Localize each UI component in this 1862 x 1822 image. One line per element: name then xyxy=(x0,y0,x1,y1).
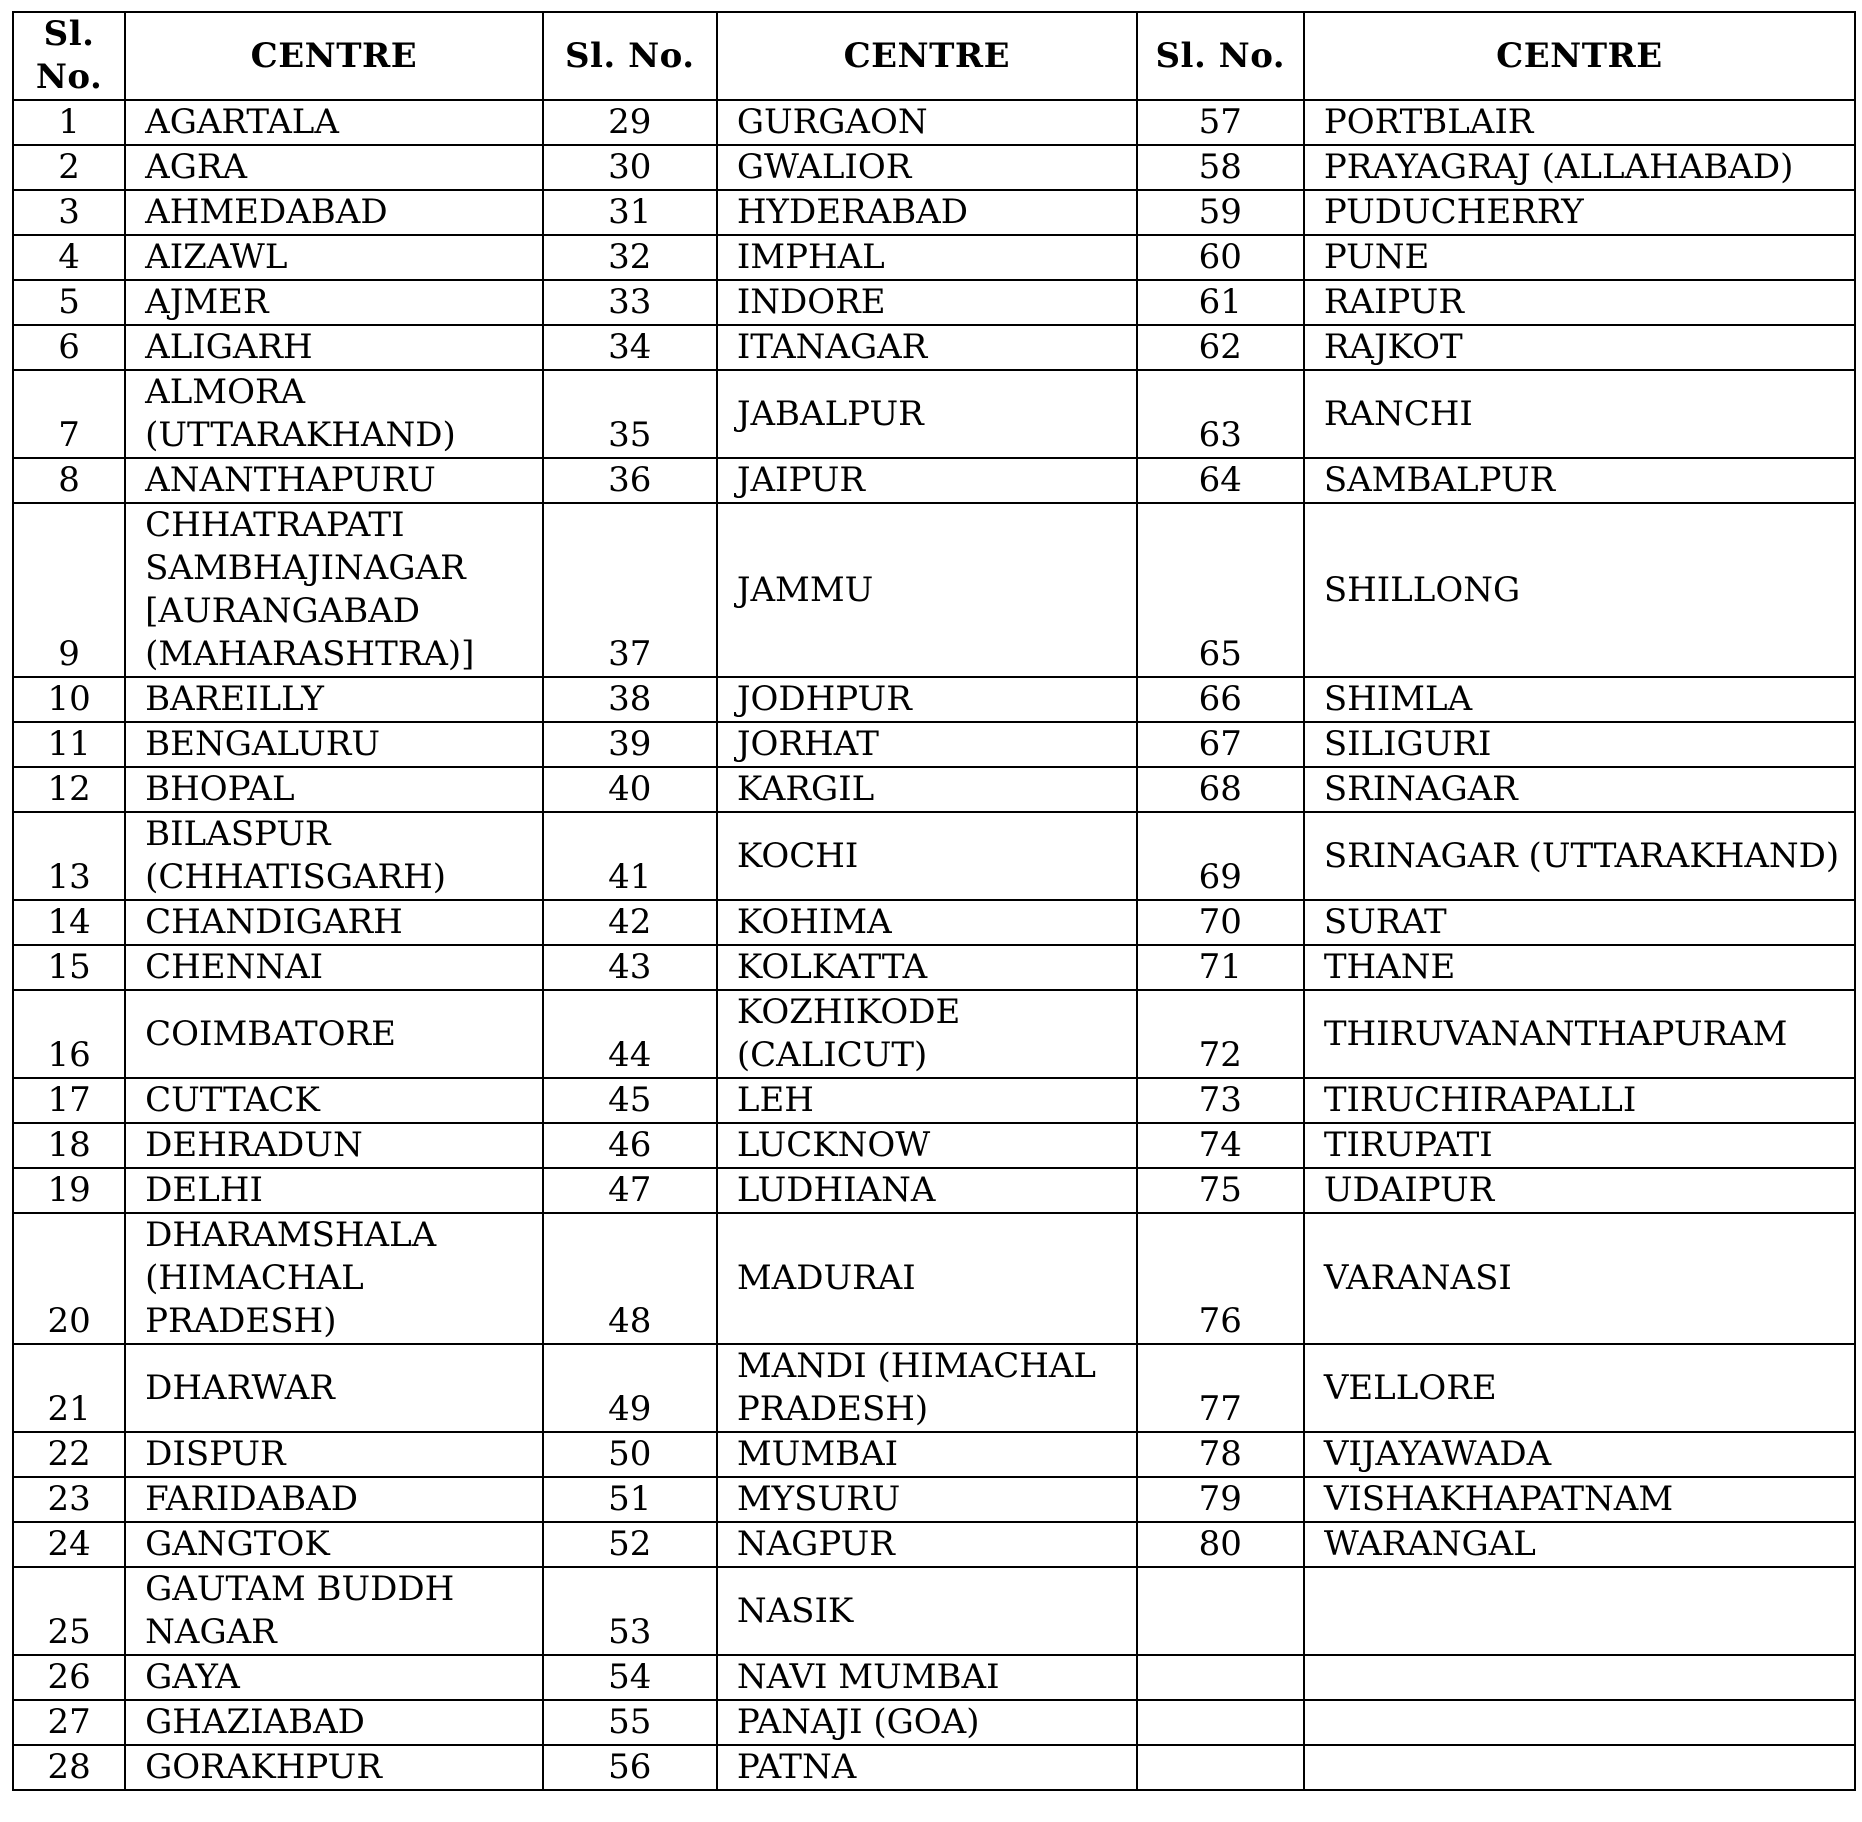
centre-name-cell: DELHI xyxy=(125,1168,543,1213)
serial-number-cell: 38 xyxy=(543,677,717,722)
centre-name-cell: SURAT xyxy=(1304,900,1855,945)
centre-name-cell: COIMBATORE xyxy=(125,990,543,1078)
centre-name-cell: SHIMLA xyxy=(1304,677,1855,722)
table-row xyxy=(13,503,1855,677)
centre-name-cell: MADURAI xyxy=(717,1213,1137,1344)
serial-number-cell: 39 xyxy=(543,722,717,767)
centre-name-cell: JAIPUR xyxy=(717,458,1137,503)
centre-name-cell: MUMBAI xyxy=(717,1432,1137,1477)
table-row xyxy=(13,145,1855,190)
serial-number-cell: 19 xyxy=(13,1168,125,1213)
centre-name-cell: KOLKATTA xyxy=(717,945,1137,990)
centre-name-cell: DEHRADUN xyxy=(125,1123,543,1168)
serial-number-cell: 66 xyxy=(1137,677,1304,722)
centre-name-cell: THIRUVANANTHAPURAM xyxy=(1304,990,1855,1078)
serial-number-cell: 15 xyxy=(13,945,125,990)
centre-name-cell: LEH xyxy=(717,1078,1137,1123)
centre-name-cell: DHARAMSHALA (HIMACHAL PRADESH) xyxy=(125,1213,543,1344)
header-centre-1: CENTRE xyxy=(125,12,543,100)
serial-number-cell: 9 xyxy=(13,503,125,677)
serial-number-cell: 50 xyxy=(543,1432,717,1477)
centre-name-cell: NASIK xyxy=(717,1567,1137,1655)
table-row xyxy=(13,1432,1855,1477)
serial-number-cell xyxy=(1137,1745,1304,1790)
centre-name-cell: UDAIPUR xyxy=(1304,1168,1855,1213)
header-sl-no-2: Sl. No. xyxy=(543,12,717,100)
centre-name-cell: CHANDIGARH xyxy=(125,900,543,945)
serial-number-cell: 56 xyxy=(543,1745,717,1790)
serial-number-cell: 63 xyxy=(1137,370,1304,458)
centre-name-cell: GAYA xyxy=(125,1655,543,1700)
centre-name-cell: AGRA xyxy=(125,145,543,190)
serial-number-cell: 12 xyxy=(13,767,125,812)
table-row xyxy=(13,1567,1855,1655)
serial-number-cell: 67 xyxy=(1137,722,1304,767)
serial-number-cell: 4 xyxy=(13,235,125,280)
serial-number-cell: 72 xyxy=(1137,990,1304,1078)
centre-name-cell: GURGAON xyxy=(717,100,1137,145)
table-row xyxy=(13,190,1855,235)
serial-number-cell: 45 xyxy=(543,1078,717,1123)
serial-number-cell: 3 xyxy=(13,190,125,235)
centre-name-cell: PUNE xyxy=(1304,235,1855,280)
centre-name-cell: MANDI (HIMACHAL PRADESH) xyxy=(717,1344,1137,1432)
table-row xyxy=(13,1078,1855,1123)
table-row xyxy=(13,235,1855,280)
centre-name-cell: GORAKHPUR xyxy=(125,1745,543,1790)
centre-name-cell: PORTBLAIR xyxy=(1304,100,1855,145)
table-row xyxy=(13,767,1855,812)
centre-name-cell: AHMEDABAD xyxy=(125,190,543,235)
serial-number-cell: 28 xyxy=(13,1745,125,1790)
serial-number-cell: 33 xyxy=(543,280,717,325)
centre-name-cell: THANE xyxy=(1304,945,1855,990)
table-row xyxy=(13,325,1855,370)
serial-number-cell xyxy=(1137,1655,1304,1700)
serial-number-cell: 42 xyxy=(543,900,717,945)
serial-number-cell: 68 xyxy=(1137,767,1304,812)
centre-name-cell: PATNA xyxy=(717,1745,1137,1790)
centre-name-cell: CHHATRAPATI SAMBHAJINAGAR [AURANGABAD (MAHARASHTRA)] xyxy=(125,503,543,677)
serial-number-cell: 41 xyxy=(543,812,717,900)
serial-number-cell: 1 xyxy=(13,100,125,145)
serial-number-cell: 80 xyxy=(1137,1522,1304,1567)
serial-number-cell: 40 xyxy=(543,767,717,812)
table-row xyxy=(13,1700,1855,1745)
centre-name-cell: TIRUPATI xyxy=(1304,1123,1855,1168)
centre-name-cell: BENGALURU xyxy=(125,722,543,767)
centre-name-cell: JABALPUR xyxy=(717,370,1137,458)
serial-number-cell: 26 xyxy=(13,1655,125,1700)
centre-name-cell: BHOPAL xyxy=(125,767,543,812)
centres-table xyxy=(12,11,1856,1791)
serial-number-cell: 36 xyxy=(543,458,717,503)
serial-number-cell: 17 xyxy=(13,1078,125,1123)
serial-number-cell: 77 xyxy=(1137,1344,1304,1432)
serial-number-cell: 24 xyxy=(13,1522,125,1567)
serial-number-cell: 71 xyxy=(1137,945,1304,990)
serial-number-cell: 43 xyxy=(543,945,717,990)
table-row xyxy=(13,458,1855,503)
centre-name-cell: BAREILLY xyxy=(125,677,543,722)
centre-name-cell: BILASPUR (CHHATISGARH) xyxy=(125,812,543,900)
serial-number-cell: 79 xyxy=(1137,1477,1304,1522)
serial-number-cell: 64 xyxy=(1137,458,1304,503)
header-centre-2: CENTRE xyxy=(717,12,1137,100)
serial-number-cell: 5 xyxy=(13,280,125,325)
centre-name-cell: ALIGARH xyxy=(125,325,543,370)
centre-name-cell: KOCHI xyxy=(717,812,1137,900)
centre-name-cell: RAJKOT xyxy=(1304,325,1855,370)
centre-name-cell: IMPHAL xyxy=(717,235,1137,280)
centre-name-cell: DHARWAR xyxy=(125,1344,543,1432)
centre-name-cell: GAUTAM BUDDH NAGAR xyxy=(125,1567,543,1655)
table-row xyxy=(13,945,1855,990)
table-row xyxy=(13,812,1855,900)
centre-name-cell: VISHAKHAPATNAM xyxy=(1304,1477,1855,1522)
serial-number-cell: 55 xyxy=(543,1700,717,1745)
serial-number-cell: 8 xyxy=(13,458,125,503)
serial-number-cell: 60 xyxy=(1137,235,1304,280)
centre-name-cell: LUDHIANA xyxy=(717,1168,1137,1213)
table-row xyxy=(13,990,1855,1078)
centre-name-cell: KARGIL xyxy=(717,767,1137,812)
serial-number-cell: 29 xyxy=(543,100,717,145)
centre-name-cell: SAMBALPUR xyxy=(1304,458,1855,503)
centre-name-cell: WARANGAL xyxy=(1304,1522,1855,1567)
serial-number-cell: 14 xyxy=(13,900,125,945)
centre-name-cell: ALMORA (UTTARAKHAND) xyxy=(125,370,543,458)
table-row xyxy=(13,1745,1855,1790)
centre-name-cell: JODHPUR xyxy=(717,677,1137,722)
centre-name-cell: AJMER xyxy=(125,280,543,325)
serial-number-cell: 23 xyxy=(13,1477,125,1522)
table-row xyxy=(13,100,1855,145)
serial-number-cell: 70 xyxy=(1137,900,1304,945)
serial-number-cell xyxy=(1137,1700,1304,1745)
centre-name-cell: PUDUCHERRY xyxy=(1304,190,1855,235)
serial-number-cell: 20 xyxy=(13,1213,125,1344)
centre-name-cell: GHAZIABAD xyxy=(125,1700,543,1745)
serial-number-cell: 58 xyxy=(1137,145,1304,190)
centre-name-cell: GWALIOR xyxy=(717,145,1137,190)
centre-name-cell: JORHAT xyxy=(717,722,1137,767)
serial-number-cell: 2 xyxy=(13,145,125,190)
serial-number-cell: 74 xyxy=(1137,1123,1304,1168)
serial-number-cell: 78 xyxy=(1137,1432,1304,1477)
serial-number-cell: 57 xyxy=(1137,100,1304,145)
serial-number-cell xyxy=(1137,1567,1304,1655)
table-row xyxy=(13,370,1855,458)
serial-number-cell: 73 xyxy=(1137,1078,1304,1123)
centre-name-cell: PRAYAGRAJ (ALLAHABAD) xyxy=(1304,145,1855,190)
centre-name-cell: VIJAYAWADA xyxy=(1304,1432,1855,1477)
centre-name-cell: VELLORE xyxy=(1304,1344,1855,1432)
serial-number-cell: 51 xyxy=(543,1477,717,1522)
centre-name-cell: SHILLONG xyxy=(1304,503,1855,677)
serial-number-cell: 6 xyxy=(13,325,125,370)
centre-name-cell: CUTTACK xyxy=(125,1078,543,1123)
serial-number-cell: 75 xyxy=(1137,1168,1304,1213)
centre-name-cell: SILIGURI xyxy=(1304,722,1855,767)
serial-number-cell: 21 xyxy=(13,1344,125,1432)
centre-name-cell xyxy=(1304,1700,1855,1745)
serial-number-cell: 54 xyxy=(543,1655,717,1700)
serial-number-cell: 25 xyxy=(13,1567,125,1655)
serial-number-cell: 13 xyxy=(13,812,125,900)
serial-number-cell: 22 xyxy=(13,1432,125,1477)
centre-name-cell: LUCKNOW xyxy=(717,1123,1137,1168)
serial-number-cell: 30 xyxy=(543,145,717,190)
centre-name-cell: DISPUR xyxy=(125,1432,543,1477)
centre-name-cell: NAVI MUMBAI xyxy=(717,1655,1137,1700)
table-row xyxy=(13,1522,1855,1567)
centre-name-cell: HYDERABAD xyxy=(717,190,1137,235)
serial-number-cell: 49 xyxy=(543,1344,717,1432)
serial-number-cell: 59 xyxy=(1137,190,1304,235)
serial-number-cell: 32 xyxy=(543,235,717,280)
header-centre-3: CENTRE xyxy=(1304,12,1855,100)
centre-name-cell: MYSURU xyxy=(717,1477,1137,1522)
centre-name-cell: JAMMU xyxy=(717,503,1137,677)
serial-number-cell: 11 xyxy=(13,722,125,767)
table-body xyxy=(13,100,1855,1790)
centre-name-cell: ANANTHAPURU xyxy=(125,458,543,503)
centre-name-cell: NAGPUR xyxy=(717,1522,1137,1567)
serial-number-cell: 31 xyxy=(543,190,717,235)
centre-name-cell: AGARTALA xyxy=(125,100,543,145)
serial-number-cell: 44 xyxy=(543,990,717,1078)
centre-name-cell: AIZAWL xyxy=(125,235,543,280)
table-row xyxy=(13,1477,1855,1522)
centre-name-cell: GANGTOK xyxy=(125,1522,543,1567)
serial-number-cell: 7 xyxy=(13,370,125,458)
centre-name-cell: VARANASI xyxy=(1304,1213,1855,1344)
serial-number-cell: 16 xyxy=(13,990,125,1078)
serial-number-cell: 48 xyxy=(543,1213,717,1344)
serial-number-cell: 18 xyxy=(13,1123,125,1168)
table-header-row xyxy=(13,12,1855,100)
centre-name-cell: FARIDABAD xyxy=(125,1477,543,1522)
table-row xyxy=(13,1123,1855,1168)
header-sl-no-1: Sl. No. xyxy=(13,12,125,100)
table-row xyxy=(13,1655,1855,1700)
centre-name-cell: CHENNAI xyxy=(125,945,543,990)
serial-number-cell: 27 xyxy=(13,1700,125,1745)
centre-name-cell: SRINAGAR (UTTARAKHAND) xyxy=(1304,812,1855,900)
centre-name-cell xyxy=(1304,1745,1855,1790)
centre-name-cell xyxy=(1304,1567,1855,1655)
table-row xyxy=(13,900,1855,945)
table-row xyxy=(13,677,1855,722)
serial-number-cell: 76 xyxy=(1137,1213,1304,1344)
centre-name-cell: TIRUCHIRAPALLI xyxy=(1304,1078,1855,1123)
serial-number-cell: 10 xyxy=(13,677,125,722)
serial-number-cell: 65 xyxy=(1137,503,1304,677)
centre-name-cell: KOHIMA xyxy=(717,900,1137,945)
serial-number-cell: 53 xyxy=(543,1567,717,1655)
centre-name-cell: KOZHIKODE (CALICUT) xyxy=(717,990,1137,1078)
centre-name-cell: INDORE xyxy=(717,280,1137,325)
serial-number-cell: 35 xyxy=(543,370,717,458)
serial-number-cell: 47 xyxy=(543,1168,717,1213)
table-row xyxy=(13,1168,1855,1213)
centre-name-cell: RAIPUR xyxy=(1304,280,1855,325)
serial-number-cell: 62 xyxy=(1137,325,1304,370)
serial-number-cell: 34 xyxy=(543,325,717,370)
serial-number-cell: 52 xyxy=(543,1522,717,1567)
centre-name-cell: ITANAGAR xyxy=(717,325,1137,370)
centre-name-cell xyxy=(1304,1655,1855,1700)
serial-number-cell: 37 xyxy=(543,503,717,677)
table-row xyxy=(13,1344,1855,1432)
header-sl-no-3: Sl. No. xyxy=(1137,12,1304,100)
table-row xyxy=(13,722,1855,767)
serial-number-cell: 46 xyxy=(543,1123,717,1168)
table-row xyxy=(13,280,1855,325)
serial-number-cell: 61 xyxy=(1137,280,1304,325)
table-row xyxy=(13,1213,1855,1344)
centre-name-cell: SRINAGAR xyxy=(1304,767,1855,812)
centre-name-cell: RANCHI xyxy=(1304,370,1855,458)
serial-number-cell: 69 xyxy=(1137,812,1304,900)
centre-name-cell: PANAJI (GOA) xyxy=(717,1700,1137,1745)
